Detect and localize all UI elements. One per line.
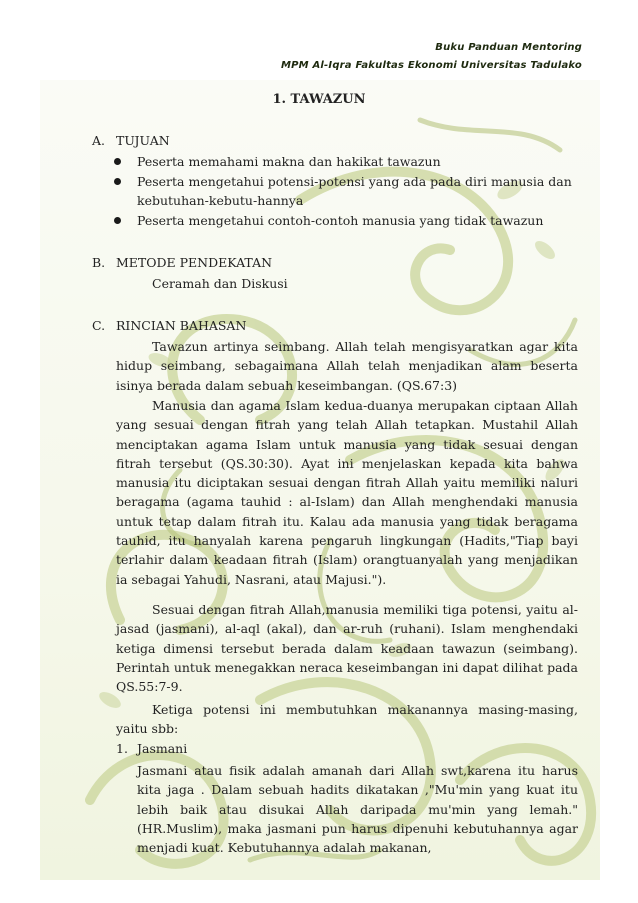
paragraph: Sesuai dengan fitrah Allah,manusia memiliki tiga potensi, yaitu al-jasad (jasmani), al-aql (akal), dan ar-ruh (ruhani). Islam menghendaki ketiga dimensi tersebut berada dalam keadaan tawazun (seimbang). Perintah untuk menegakkan neraca keseimbangan ini dapat dilihat pada QS.55:7-9. (116, 602, 578, 695)
bullet-text: Peserta memahami makna dan hakikat tawazun (137, 154, 441, 169)
bullet-text: Peserta mengetahui potensi-potensi yang ada pada diri manusia dan kebutuhan-kebutu-hannya (137, 174, 572, 209)
list-item (118, 211, 578, 230)
paragraph: Jasmani atau fisik adalah amanah dari Allah swt,karena itu harus kita jaga . Dalam sebuah hadits dikatakan ,"Mu'min yang kuat itu lebih baik atau disukai Allah daripada mu'min yang lemah."(HR.Muslim), maka jasmani pun harus dipenuhi kebutuhannya agar menjadi kuat. Kebutuhannya adalah makanan, (137, 763, 578, 856)
section-b-heading (92, 255, 272, 270)
section-c-number: C. (92, 318, 106, 333)
bullet-icon (114, 178, 121, 185)
chapter-title: 1. TAWAZUN (272, 92, 366, 107)
paragraph: Ketiga potensi ini membutuhkan makanannya masing-masing, yaitu sbb: (116, 702, 578, 737)
section-a-title: TUJUAN (116, 133, 170, 148)
section-b-title: METODE PENDEKATAN (116, 255, 273, 270)
section-b-text: Ceramah dan Diskusi (152, 276, 288, 291)
paragraph: Tawazun artinya seimbang. Allah telah mengisyaratkan agar kita hidup seimbang, sebagaimana Allah telah menjadikan alam beserta isinya berada dalam sebuah keseimbangan. (QS.67:3) (116, 339, 578, 393)
list-item (118, 152, 578, 171)
list-item (118, 172, 578, 211)
numbered-item-number: 1. (116, 741, 128, 756)
section-a-number: A. (92, 133, 106, 148)
header-line-2: MPM Al-Iqra Fakultas Ekonomi Universitas Tadulako (280, 60, 582, 71)
header-line-1: Buku Panduan Mentoring (435, 42, 582, 53)
bullet-icon (114, 217, 121, 224)
numbered-item-label: Jasmani (137, 741, 188, 756)
bullet-text: Peserta mengetahui contoh-contoh manusia yang tidak tawazun (137, 213, 544, 228)
section-c-heading (92, 318, 246, 333)
section-c-title: RINCIAN BAHASAN (116, 318, 247, 333)
bullet-icon (114, 158, 121, 165)
section-a-heading (92, 133, 170, 148)
section-b-number: B. (92, 255, 106, 270)
paragraph: Manusia dan agama Islam kedua-duanya merupakan ciptaan Allah yang sesuai dengan fitrah yang telah Allah tetapkan. Mustahil Allah menciptakan agama Islam untuk manusia yang tidak sesuai dengan fitrah tersebut (QS.30:30). Ayat ini menjelaskan kepada kita bahwa manusia itu diciptakan sesuai dengan fitrah Allah yaitu memiliki naluri beragama (agama tauhid : al-Islam) dan Allah menghendaki manusia untuk tetap dalam fitrah itu. Kalau ada manusia yang tidak beragama tauhid, itu hanyalah karena pengaruh lingkungan (Hadits,"Tiap bayi terlahir dalam keadaan fitrah (Islam) orangtuanyalah yang menjadikan ia sebagai Yahudi, Nasrani, atau Majusi."). (116, 398, 578, 587)
